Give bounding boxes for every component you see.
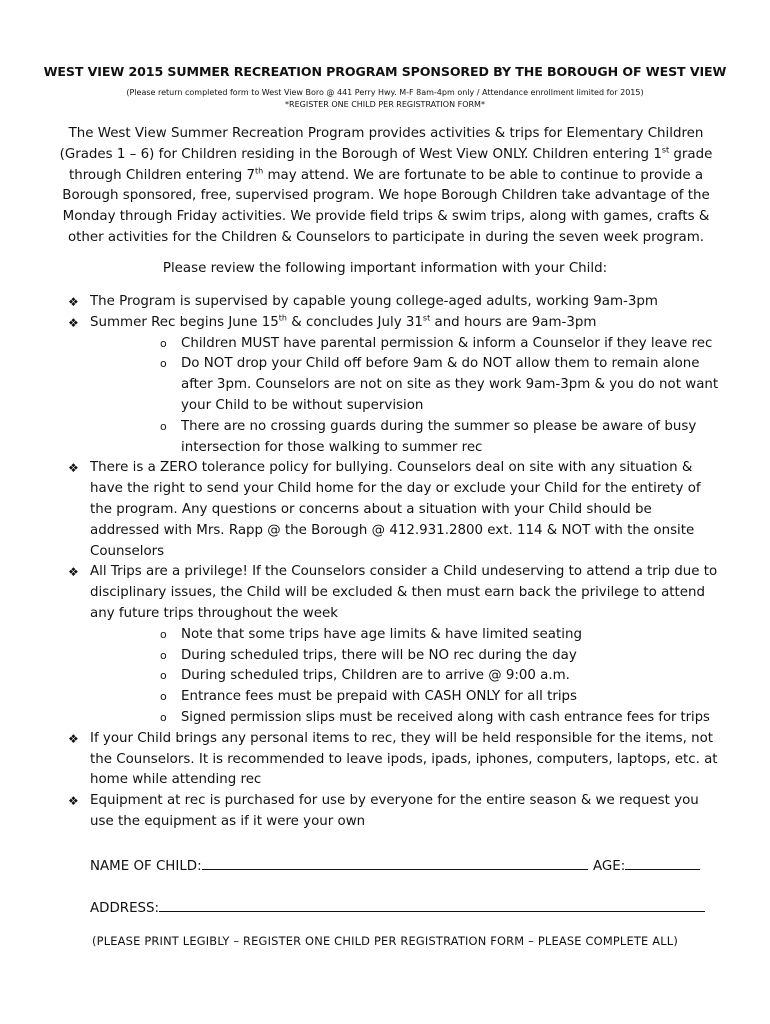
circle-bullet-icon: o	[160, 627, 167, 641]
diamond-bullet-icon: ❖	[68, 315, 79, 330]
register-one-child-note: *REGISTER ONE CHILD PER REGISTRATION FORM*	[285, 100, 485, 109]
list-item-text: The Program is supervised by capable young college-aged adults, working 9am-3pm	[90, 294, 658, 309]
sub-list-item	[0, 666, 770, 687]
list-item-text: All Trips are a privilege! If the Counselors consider a Child undeserving to attend a trip due to disciplinary issues, the Child will be excluded & then must earn back the privilege to attend any future trips throughout the week	[90, 564, 718, 621]
sub-list-item-text: During scheduled trips, there will be NO rec during the day	[181, 647, 577, 663]
diamond-bullet-icon: ❖	[68, 461, 79, 476]
sub-list-item-text: There are no crossing guards during the summer so please be aware of busy intersection for those walking to summer rec	[181, 418, 697, 455]
name-of-child-field[interactable]	[202, 855, 588, 870]
intro-text-1: The West View Summer Recreation Program provides activities & trips for Elementary Children (Grades 1 – 6) for Children residing in the Borough of West View ONLY. Children entering 1	[59, 126, 704, 162]
sub-list-item-text: Entrance fees must be prepaid with CASH ONLY for all trips	[181, 689, 578, 705]
sub-list-item-text: Do NOT drop your Child off before 9am & do NOT allow them to remain alone after 3pm. Counselors are not on site as they work 9am-3pm & you do not want your Child to be without supervision	[181, 356, 719, 413]
address-field[interactable]	[159, 897, 705, 912]
age-field[interactable]	[625, 855, 700, 870]
sub-list-item	[0, 354, 770, 416]
intro-sup-1: st	[661, 145, 670, 155]
circle-bullet-icon: o	[160, 419, 167, 433]
intro-sup-2: th	[255, 166, 264, 176]
intro-text-2: grade through Children entering 7	[68, 146, 713, 183]
diamond-bullet-icon: ❖	[68, 295, 79, 309]
return-instructions: (Please return completed form to West View Boro @ 441 Perry Hwy. M-F 8am-4pm only / Attendance enrollment limited for 2015)	[126, 88, 644, 97]
sub-list-item-text: Signed permission slips must be received along with cash entrance fees for trips	[181, 709, 710, 725]
list-item-text: & concludes July 31	[287, 314, 423, 330]
sub-list-item	[0, 708, 770, 729]
review-heading: Please review the following important information with your Child:	[162, 261, 608, 276]
circle-bullet-icon: o	[160, 710, 167, 724]
sub-list-item	[0, 625, 770, 646]
list-item-text: and hours are 9am-3pm	[430, 314, 597, 330]
circle-bullet-icon: o	[160, 648, 167, 662]
list-item	[0, 562, 770, 624]
name-of-child-label: NAME OF CHILD:	[90, 859, 202, 874]
diamond-bullet-icon: ❖	[68, 731, 79, 746]
sub-list-item	[0, 417, 770, 459]
sub-list-item	[0, 687, 770, 708]
list-item-text: If your Child brings any personal items to rec, they will be held responsible for the items, not the Counselors. It is recommended to leave ipods, ipads, iphones, computers, laptops, etc. at home while attending rec	[90, 730, 718, 788]
sub-list-item	[0, 334, 770, 355]
age-label: AGE:	[593, 859, 626, 874]
diamond-bullet-icon: ❖	[68, 794, 79, 809]
address-label: ADDRESS:	[90, 901, 160, 916]
age-row	[593, 855, 700, 874]
circle-bullet-icon: o	[160, 690, 167, 704]
address-row	[90, 897, 705, 916]
sub-list-item-text: During scheduled trips, Children are to arrive @ 9:00 a.m.	[181, 668, 570, 684]
intro-text-3: may attend. We are fortunate to be able to continue to provide a Borough sponsored, free, supervised program. We hope Borough Children take advantage of the Monday through Friday activities. We provide field trips & swim trips, along with games, crafts & other activities for the Children & Counselors to participate in during the seven week program.	[62, 167, 710, 245]
footer-instructions: (PLEASE PRINT LEGIBLY – REGISTER ONE CHILD PER REGISTRATION FORM – PLEASE COMPLETE ALL)	[92, 934, 678, 948]
circle-bullet-icon: o	[160, 336, 167, 350]
list-item-text: Equipment at rec is purchased for use by everyone for the entire season & we request you use the equipment as if it were your own	[90, 793, 699, 829]
superscript: st	[422, 313, 431, 323]
circle-bullet-icon: o	[160, 669, 167, 683]
list-item-text: Summer Rec begins June 15	[90, 314, 279, 330]
list-item	[0, 729, 770, 791]
list-item	[0, 292, 770, 313]
circle-bullet-icon: o	[160, 357, 167, 371]
information-list	[0, 292, 770, 833]
list-item	[0, 791, 770, 833]
list-item	[0, 313, 770, 334]
sub-list-item-text: Note that some trips have age limits & have limited seating	[181, 626, 582, 642]
diamond-bullet-icon: ❖	[68, 565, 79, 580]
list-item	[0, 458, 770, 562]
intro-paragraph	[44, 124, 728, 249]
superscript: th	[278, 313, 287, 323]
sub-list-item-text: Children MUST have parental permission & inform a Counselor if they leave rec	[181, 335, 713, 351]
list-item-text: There is a ZERO tolerance policy for bullying. Counselors deal on site with any situation & have the right to send your Child home for the day or exclude your Child for the entirety of the program. Any questions or concerns about a situation with your Child should be addressed with Mrs. Rapp @ the Borough @ 412.931.2800 ext. 114 & NOT with the onsite Counselors	[90, 460, 701, 559]
document-title: WEST VIEW 2015 SUMMER RECREATION PROGRAM SPONSORED BY THE BOROUGH OF WEST VIEW	[43, 64, 727, 79]
name-of-child-row	[90, 855, 588, 874]
sub-list-item	[0, 646, 770, 667]
